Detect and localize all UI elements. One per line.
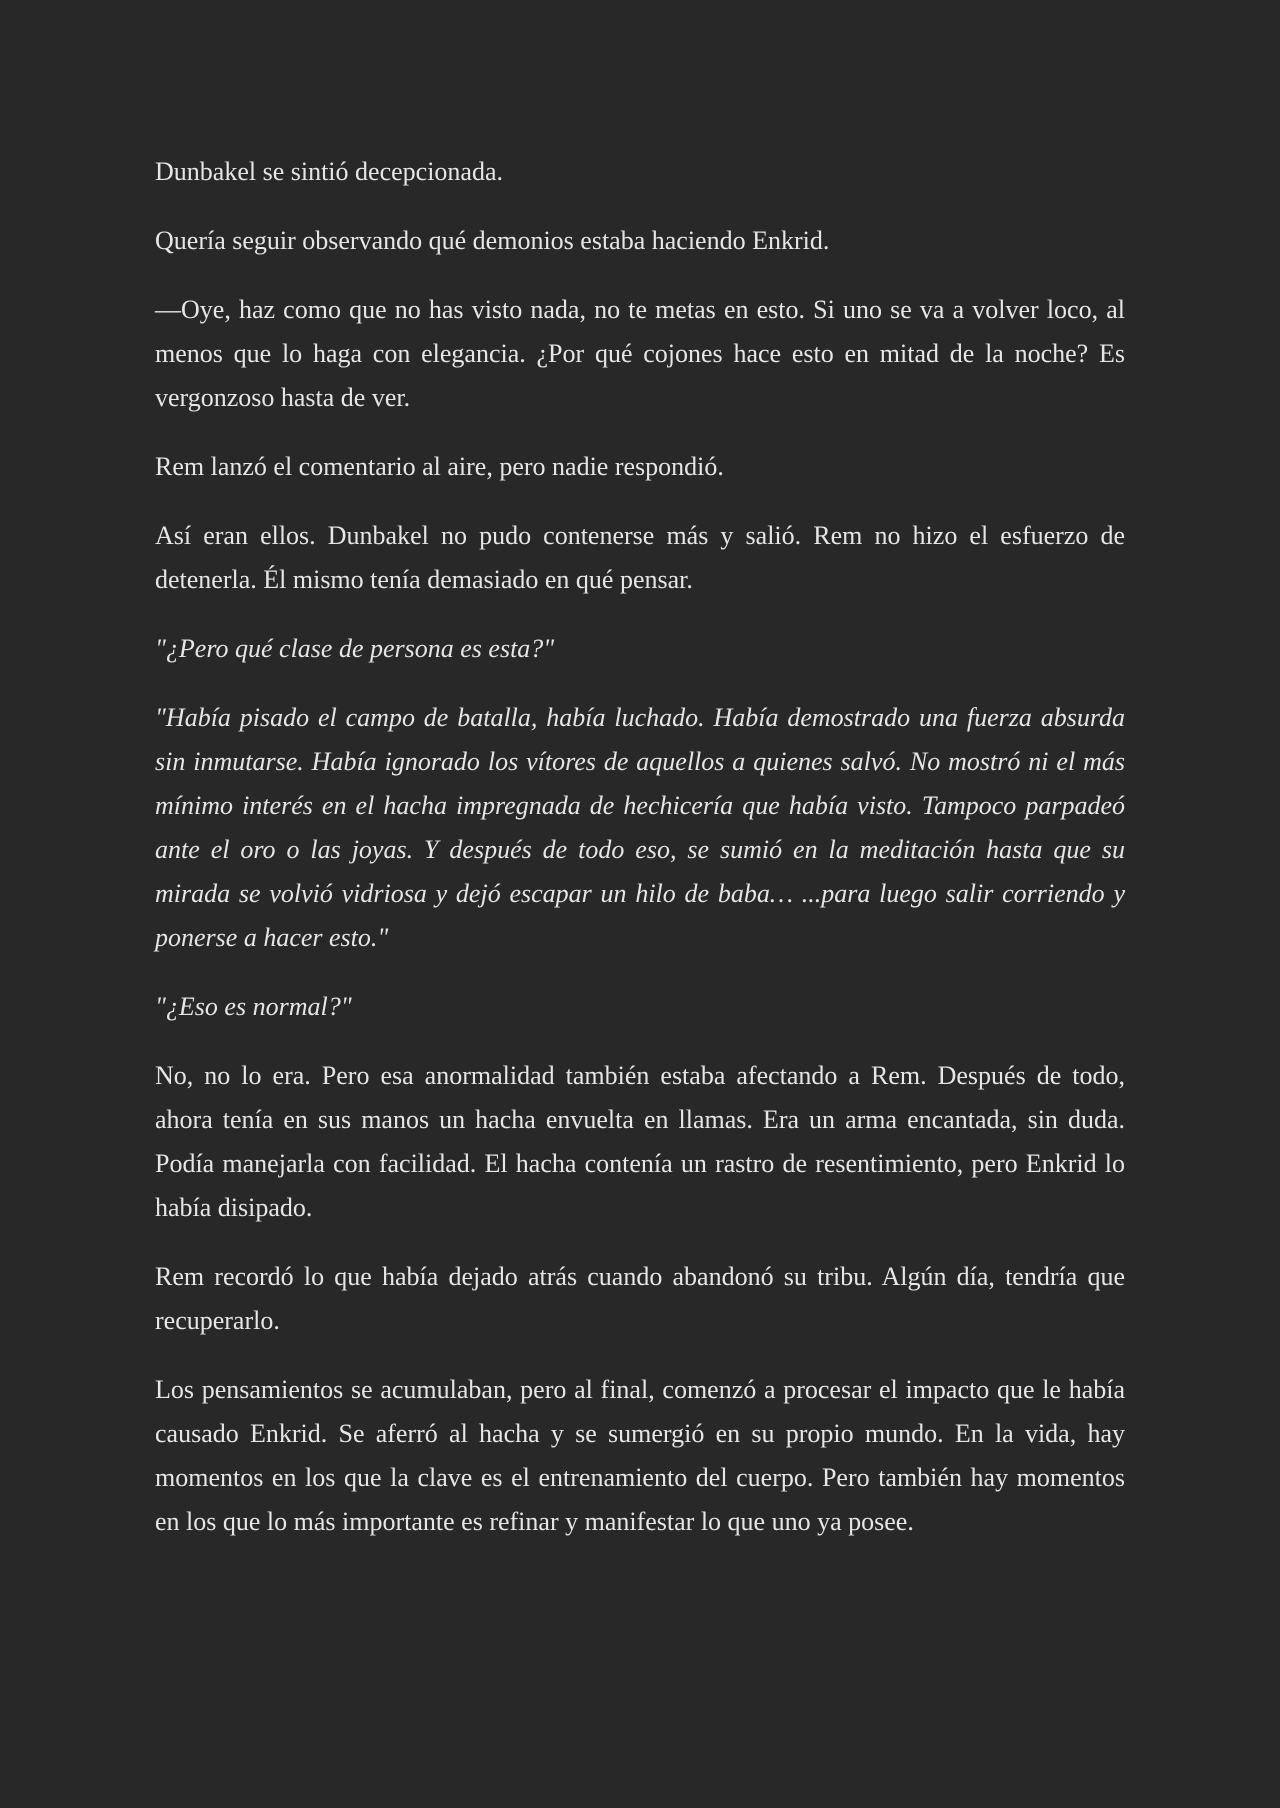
chapter-text: [155, 150, 1125, 1544]
paragraph-11: Los pensamientos se acumulaban, pero al final, comenzó a procesar el impacto que le había causado Enkrid. Se aferró al hacha y se sumergió en su propio mundo. En la vida, hay momentos en los que la clave es el entrenamiento del cuerpo. Pero también hay momentos en los que lo más importante es refinar y manifestar lo que uno ya posee.: [155, 1375, 1125, 1536]
paragraph-8-thought: "¿Eso es normal?": [155, 992, 352, 1021]
paragraph-9: No, no lo era. Pero esa anormalidad también estaba afectando a Rem. Después de todo, ahora tenía en sus manos un hacha envuelta en llamas. Era un arma encantada, sin duda. Podía manejarla con facilidad. El hacha contenía un rastro de resentimiento, pero Enkrid lo había disipado.: [155, 1061, 1125, 1222]
paragraph-2: Quería seguir observando qué demonios estaba haciendo Enkrid.: [155, 226, 830, 255]
paragraph-5: Así eran ellos. Dunbakel no pudo contenerse más y salió. Rem no hizo el esfuerzo de detenerla. Él mismo tenía demasiado en qué pensar.: [155, 521, 1125, 594]
paragraph-7-thought: "Había pisado el campo de batalla, había luchado. Había demostrado una fuerza absurda sin inmutarse. Había ignorado los vítores de aquellos a quienes salvó. No mostró ni el más mínimo interés en el hacha impregnada de hechicería que había visto. Tampoco parpadeó ante el oro o las joyas. Y después de todo eso, se sumió en la meditación hasta que su mirada se volvió vidriosa y dejó escapar un hilo de baba… ...para luego salir corriendo y ponerse a hacer esto.": [155, 703, 1125, 952]
paragraph-10: Rem recordó lo que había dejado atrás cuando abandonó su tribu. Algún día, tendría que recuperarlo.: [155, 1262, 1125, 1335]
paragraph-1: Dunbakel se sintió decepcionada.: [155, 157, 503, 186]
paragraph-3: —Oye, haz como que no has visto nada, no te metas en esto. Si uno se va a volver loco, al menos que lo haga con elegancia. ¿Por qué cojones hace esto en mitad de la noche? Es vergonzoso hasta de ver.: [155, 295, 1125, 412]
paragraph-4: Rem lanzó el comentario al aire, pero nadie respondió.: [155, 452, 724, 481]
paragraph-6-thought: "¿Pero qué clase de persona es esta?": [155, 634, 555, 663]
